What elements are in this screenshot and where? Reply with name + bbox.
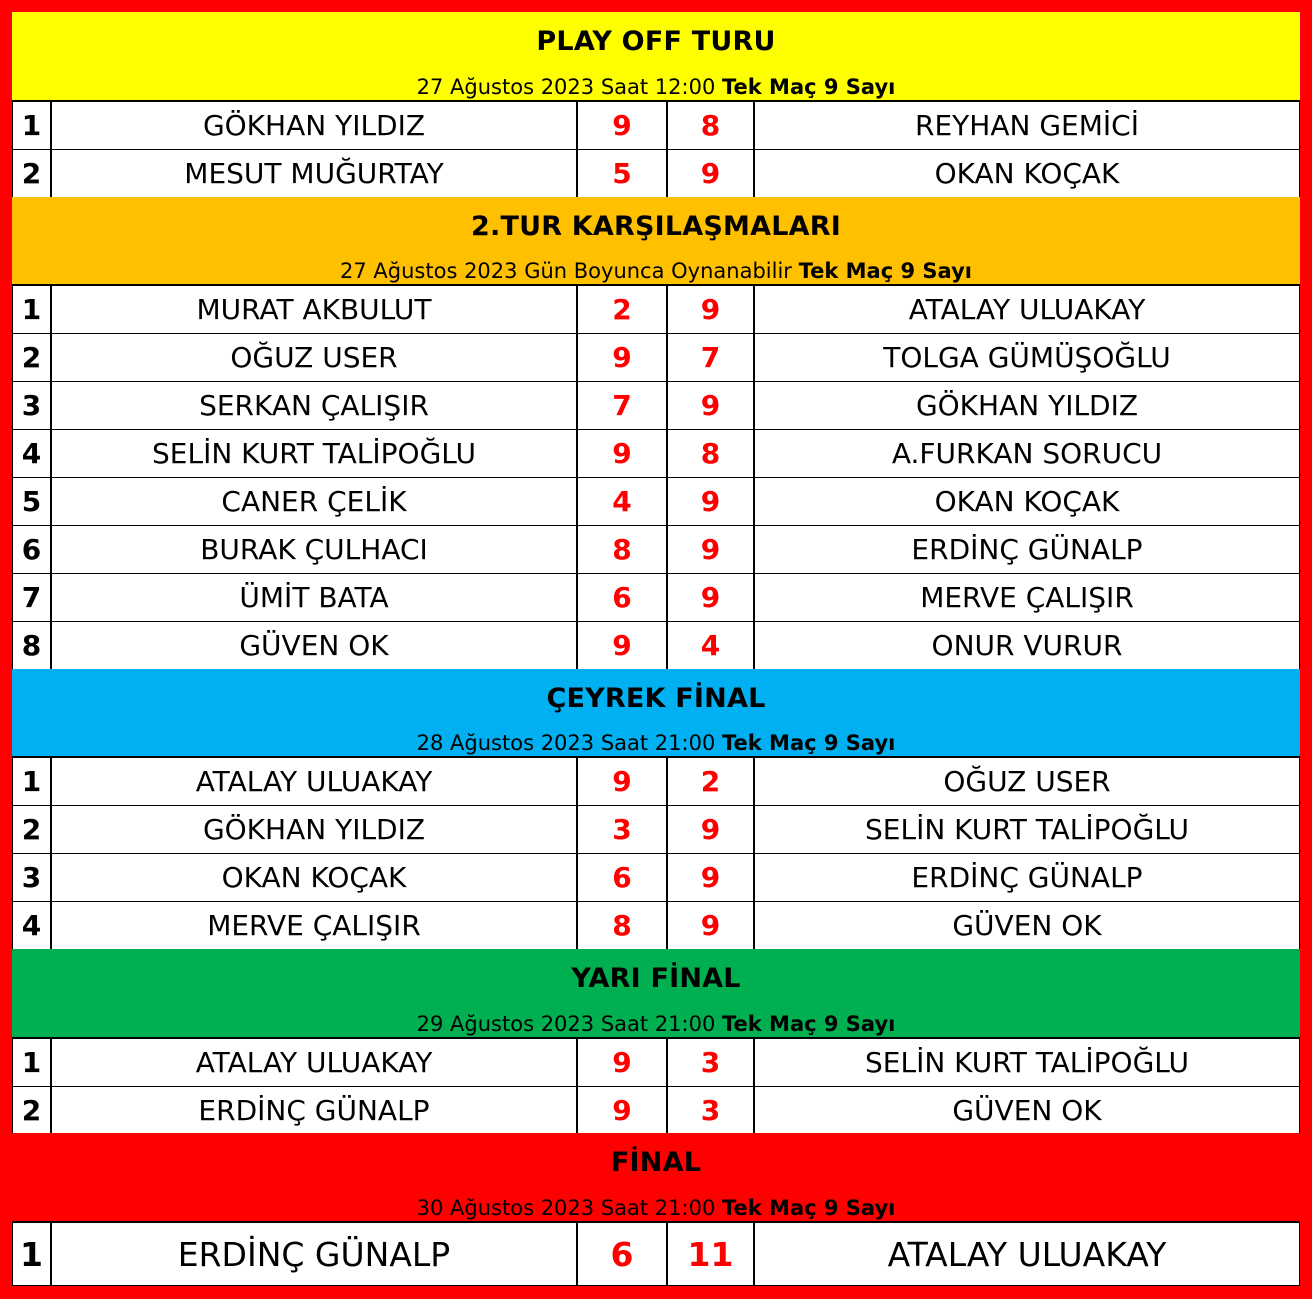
player-two-name: ATALAY ULUAKAY xyxy=(755,1223,1299,1285)
match-format: Tek Maç 9 Sayı xyxy=(722,75,896,99)
match-row xyxy=(12,526,1300,574)
player-one-score: 6 xyxy=(578,574,666,621)
player-two-score: 9 xyxy=(668,526,753,573)
schedule-date-time: 29 Ağustos 2023 Saat 21:00 xyxy=(416,1012,722,1036)
match-number: 4 xyxy=(13,902,50,949)
match-number: 2 xyxy=(13,150,50,197)
round-schedule xyxy=(12,1012,1300,1036)
player-two-name: TOLGA GÜMÜŞOĞLU xyxy=(755,334,1299,381)
player-one-name: CANER ÇELİK xyxy=(52,478,576,525)
player-two-score: 9 xyxy=(668,854,753,901)
player-two-name: GÜVEN OK xyxy=(755,1087,1299,1134)
match-row xyxy=(12,286,1300,334)
round-schedule xyxy=(12,1196,1300,1220)
match-number: 3 xyxy=(13,854,50,901)
schedule-date-time: 28 Ağustos 2023 Saat 21:00 xyxy=(416,731,722,755)
match-row xyxy=(12,102,1300,150)
player-two-name: OKAN KOÇAK xyxy=(755,150,1299,197)
player-one-name: MERVE ÇALIŞIR xyxy=(52,902,576,949)
player-two-name: A.FURKAN SORUCU xyxy=(755,430,1299,477)
player-one-score: 6 xyxy=(578,1223,666,1285)
player-one-score: 8 xyxy=(578,902,666,949)
match-number: 4 xyxy=(13,430,50,477)
schedule-date-time: 27 Ağustos 2023 Saat 12:00 xyxy=(416,75,722,99)
bracket-sheet xyxy=(12,12,1300,1286)
player-one-score: 2 xyxy=(578,286,666,333)
match-number: 8 xyxy=(13,622,50,669)
player-two-score: 3 xyxy=(668,1039,753,1086)
match-row xyxy=(12,854,1300,902)
match-number: 1 xyxy=(13,102,50,149)
match-row xyxy=(12,1039,1300,1087)
match-format: Tek Maç 9 Sayı xyxy=(722,731,896,755)
round-title: 2.TUR KARŞILAŞMALARI xyxy=(471,211,841,242)
player-one-score: 5 xyxy=(578,150,666,197)
match-number: 6 xyxy=(13,526,50,573)
player-one-score: 9 xyxy=(578,1087,666,1134)
round-schedule xyxy=(12,259,1300,283)
round-title: YARI FİNAL xyxy=(571,963,741,994)
match-number: 5 xyxy=(13,478,50,525)
player-two-score: 9 xyxy=(668,574,753,621)
player-one-name: BURAK ÇULHACI xyxy=(52,526,576,573)
player-one-name: SELİN KURT TALİPOĞLU xyxy=(52,430,576,477)
match-row xyxy=(12,430,1300,478)
match-format: Tek Maç 9 Sayı xyxy=(722,1196,896,1220)
player-two-score: 9 xyxy=(668,902,753,949)
round-schedule xyxy=(12,75,1300,99)
player-one-name: GÜVEN OK xyxy=(52,622,576,669)
match-number: 1 xyxy=(13,1039,50,1086)
player-two-name: SELİN KURT TALİPOĞLU xyxy=(755,806,1299,853)
player-one-name: ATALAY ULUAKAY xyxy=(52,1039,576,1086)
match-row xyxy=(12,150,1300,198)
player-one-name: GÖKHAN YILDIZ xyxy=(52,102,576,149)
match-format: Tek Maç 9 Sayı xyxy=(722,1012,896,1036)
player-one-score: 9 xyxy=(578,334,666,381)
player-one-name: ÜMİT BATA xyxy=(52,574,576,621)
player-two-score: 3 xyxy=(668,1087,753,1134)
player-one-name: GÖKHAN YILDIZ xyxy=(52,806,576,853)
player-two-score: 2 xyxy=(668,758,753,805)
round-title: ÇEYREK FİNAL xyxy=(546,683,766,714)
player-one-score: 4 xyxy=(578,478,666,525)
player-one-score: 6 xyxy=(578,854,666,901)
player-one-name: MESUT MUĞURTAY xyxy=(52,150,576,197)
player-two-score: 4 xyxy=(668,622,753,669)
match-number: 1 xyxy=(13,286,50,333)
player-two-name: GÖKHAN YILDIZ xyxy=(755,382,1299,429)
player-two-score: 9 xyxy=(668,150,753,197)
player-two-score: 9 xyxy=(668,286,753,333)
player-two-score: 9 xyxy=(668,382,753,429)
player-one-score: 7 xyxy=(578,382,666,429)
player-one-name: SERKAN ÇALIŞIR xyxy=(52,382,576,429)
player-two-name: SELİN KURT TALİPOĞLU xyxy=(755,1039,1299,1086)
player-two-name: MERVE ÇALIŞIR xyxy=(755,574,1299,621)
match-row xyxy=(12,478,1300,526)
match-row xyxy=(12,622,1300,670)
match-row xyxy=(12,758,1300,806)
player-one-score: 8 xyxy=(578,526,666,573)
player-one-score: 9 xyxy=(578,1039,666,1086)
schedule-date-time: 30 Ağustos 2023 Saat 21:00 xyxy=(416,1196,722,1220)
player-one-name: OKAN KOÇAK xyxy=(52,854,576,901)
round-header xyxy=(12,197,1300,285)
round-title: FİNAL xyxy=(610,1147,702,1178)
player-one-name: MURAT AKBULUT xyxy=(52,286,576,333)
player-one-score: 9 xyxy=(578,758,666,805)
match-row xyxy=(12,806,1300,854)
player-two-name: GÜVEN OK xyxy=(755,902,1299,949)
round-title: PLAY OFF TURU xyxy=(536,26,776,57)
player-two-score: 7 xyxy=(668,334,753,381)
player-two-name: REYHAN GEMİCİ xyxy=(755,102,1299,149)
round-header xyxy=(12,669,1300,757)
player-one-score: 3 xyxy=(578,806,666,853)
match-number: 2 xyxy=(13,1087,50,1134)
player-one-name: OĞUZ USER xyxy=(52,334,576,381)
player-two-name: ERDİNÇ GÜNALP xyxy=(755,854,1299,901)
round-schedule xyxy=(12,731,1300,755)
match-row xyxy=(12,382,1300,430)
player-two-score: 8 xyxy=(668,430,753,477)
schedule-date-time: 27 Ağustos 2023 Gün Boyunca Oynanabilir xyxy=(340,259,799,283)
player-two-score: 9 xyxy=(668,478,753,525)
player-one-score: 9 xyxy=(578,622,666,669)
match-number: 2 xyxy=(13,806,50,853)
player-two-name: ERDİNÇ GÜNALP xyxy=(755,526,1299,573)
player-two-name: ATALAY ULUAKAY xyxy=(755,286,1299,333)
player-two-name: ONUR VURUR xyxy=(755,622,1299,669)
match-row xyxy=(12,902,1300,950)
player-one-score: 9 xyxy=(578,430,666,477)
round-header xyxy=(12,12,1300,101)
match-number: 1 xyxy=(13,758,50,805)
match-format: Tek Maç 9 Sayı xyxy=(798,259,972,283)
player-two-score: 8 xyxy=(668,102,753,149)
match-row xyxy=(12,1087,1300,1135)
round-header xyxy=(12,1133,1300,1222)
player-one-score: 9 xyxy=(578,102,666,149)
match-number: 3 xyxy=(13,382,50,429)
match-number: 1 xyxy=(13,1223,50,1285)
player-one-name: ATALAY ULUAKAY xyxy=(52,758,576,805)
player-one-name: ERDİNÇ GÜNALP xyxy=(52,1223,576,1285)
player-two-name: OĞUZ USER xyxy=(755,758,1299,805)
player-two-score: 11 xyxy=(668,1223,753,1285)
match-row xyxy=(12,574,1300,622)
match-row xyxy=(12,334,1300,382)
match-row xyxy=(12,1223,1300,1286)
match-number: 7 xyxy=(13,574,50,621)
player-two-name: OKAN KOÇAK xyxy=(755,478,1299,525)
player-one-name: ERDİNÇ GÜNALP xyxy=(52,1087,576,1134)
match-number: 2 xyxy=(13,334,50,381)
player-two-score: 9 xyxy=(668,806,753,853)
round-header xyxy=(12,949,1300,1038)
